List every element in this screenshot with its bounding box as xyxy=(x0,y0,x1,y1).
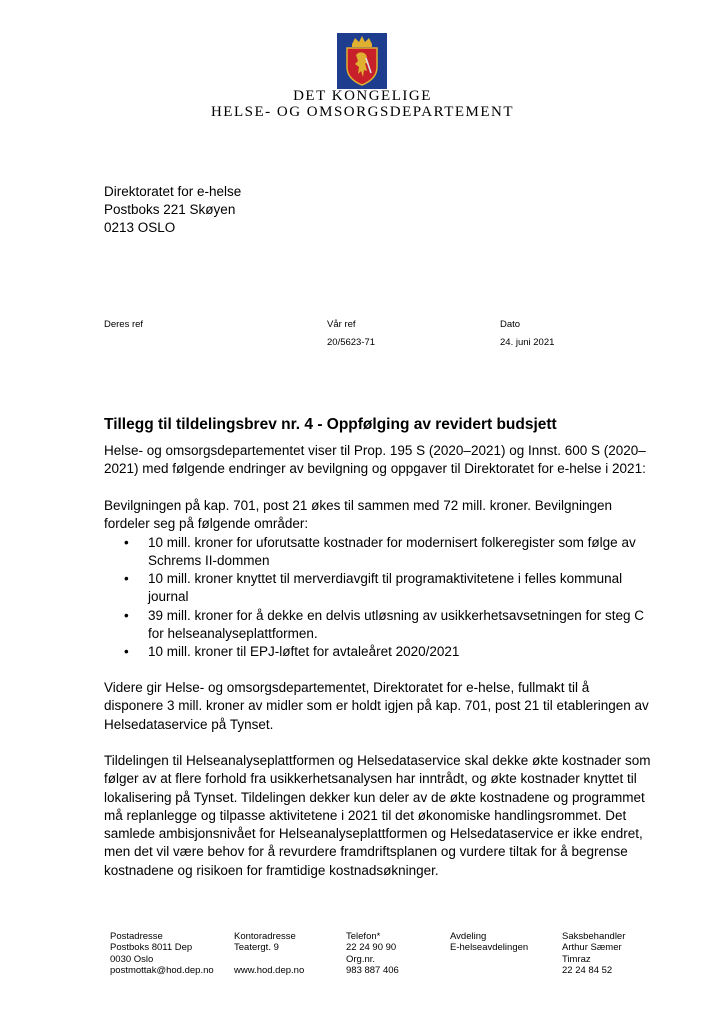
date-value: 24. juni 2021 xyxy=(500,337,555,348)
allocation-list xyxy=(104,534,664,662)
footer-phone xyxy=(346,931,399,976)
text-line: samlede ambisjonsnivået for Helseanalyseplattformen og Helsedataservice er ikke endret, xyxy=(104,826,643,842)
norwegian-coat-of-arms-icon xyxy=(337,33,387,89)
list-item-line: for helseanalyseplattformen. xyxy=(148,626,318,642)
text-line: lokalisering på Tynset. Tildelingen dekker kun deler av de økte kostnadene og programmet xyxy=(104,789,645,805)
intro-paragraph xyxy=(104,442,664,479)
footer-line xyxy=(234,954,304,965)
text-line: Tildelingen til Helseanalyseplattformen og Helsedataservice skal dekke økte kostnader som xyxy=(104,753,651,768)
list-item xyxy=(104,534,664,571)
recipient-address xyxy=(104,183,241,237)
date-label: Dato xyxy=(500,319,521,330)
list-item xyxy=(104,607,664,644)
footer-case-officer xyxy=(562,931,625,976)
footer-heading: Telefon* xyxy=(346,931,381,942)
deres-ref-label: Deres ref xyxy=(104,319,144,330)
footer-line: Org.nr. xyxy=(346,953,376,965)
footer-heading: Saksbehandler xyxy=(562,931,626,942)
footer-heading: Postadresse xyxy=(110,931,163,942)
recipient-line: Direktoratet for e-helse xyxy=(104,184,242,199)
list-item-line: • 10 mill. kroner for uforutsatte kostnader for modernisert folkeregister som følge av xyxy=(148,534,636,550)
var-ref-value: 20/5623-71 xyxy=(327,337,376,348)
text-line: kostnadene og risikoen for framtidige kostnadsøkninger. xyxy=(104,862,439,878)
recipient-line: 0213 OSLO xyxy=(104,220,176,235)
text-line: Helsedataservice på Tynset. xyxy=(104,716,274,732)
list-item-line: journal xyxy=(148,589,189,605)
department-name-line2: HELSE- OG OMSORGSDEPARTEMENT xyxy=(210,104,515,120)
list-item-line: Schrems II-dommen xyxy=(148,552,270,568)
text-line: følger av at flere forhold fra usikkerhetsanalysen har inntrådt, og økte kostnader knyttet til xyxy=(104,771,637,787)
list-item xyxy=(104,570,664,607)
footer-postal-address xyxy=(110,931,214,976)
recipient-line: Postboks 221 Skøyen xyxy=(104,202,236,217)
footer-heading: Avdeling xyxy=(450,931,487,942)
footer-website: www.hod.dep.no xyxy=(234,964,305,976)
text-line: Helse- og omsorgsdepartementet viser til Prop. 195 S (2020–2021) og Innst. 600 S (2020– xyxy=(104,443,646,458)
text-line: fordeler seg på følgende områder: xyxy=(104,516,309,532)
allocation-section xyxy=(104,497,664,662)
authorization-paragraph xyxy=(104,679,664,734)
text-line: disponere 3 mill. kroner av midler som er holdt igjen på kap. 701, post 21 til etableringen av xyxy=(104,698,649,714)
department-name-line1: DET KONGELIGE xyxy=(293,88,432,104)
footer-line: 22 24 84 52 xyxy=(562,964,613,976)
footer-line: 983 887 406 xyxy=(346,964,399,976)
footer-line: Teatergt. 9 xyxy=(234,942,279,954)
footer-heading: Kontoradresse xyxy=(234,931,296,942)
footer-line: 22 24 90 90 xyxy=(346,942,397,954)
footer-line: 0030 Oslo xyxy=(110,953,154,965)
text-line: Bevilgningen på kap. 701, post 21 økes til sammen med 72 mill. kroner. Bevilgningen xyxy=(104,498,613,513)
list-item xyxy=(104,643,664,661)
letter-title: Tillegg til tildelingsbrev nr. 4 - Oppfølging av revidert budsjett xyxy=(104,416,557,433)
list-item-line: • 10 mill. kroner til EPJ-løftet for avtaleåret 2020/2021 xyxy=(148,644,460,660)
text-line: Videre gir Helse- og omsorgsdepartementet, Direktoratet for e-helse, fullmakt til å xyxy=(104,680,590,695)
text-line: må replanlegge og tilpasse aktivitetene i 2021 til det økonomiske handlingsrommet. Det xyxy=(104,807,627,823)
var-ref-label: Vår ref xyxy=(327,319,356,330)
text-line: 2021) med følgende endringer av bevilgning og oppgaver til Direktoratet for e-helse i 2021: xyxy=(104,461,646,477)
footer-email: postmottak@hod.dep.no xyxy=(110,964,214,976)
text-line: men det vil være behov for å revurdere framdriftsplanen og vurdere tiltak for å begrense xyxy=(104,844,628,860)
list-item-line: • 10 mill. kroner knyttet til merverdiavgift til programaktivitetene i felles kommunal xyxy=(148,571,623,587)
footer-line: Timraz xyxy=(562,953,591,965)
footer-line: Postboks 8011 Dep xyxy=(110,942,193,954)
footer-department xyxy=(450,931,528,954)
footer-line: E-helseavdelingen xyxy=(450,942,529,954)
funding-paragraph xyxy=(104,752,664,880)
list-item-line: • 39 mill. kroner for å dekke en delvis utløsning av usikkerhetsavsetningen for steg C xyxy=(148,607,644,623)
footer-office-address xyxy=(234,931,304,976)
footer-line: Arthur Sæmer xyxy=(562,942,622,954)
